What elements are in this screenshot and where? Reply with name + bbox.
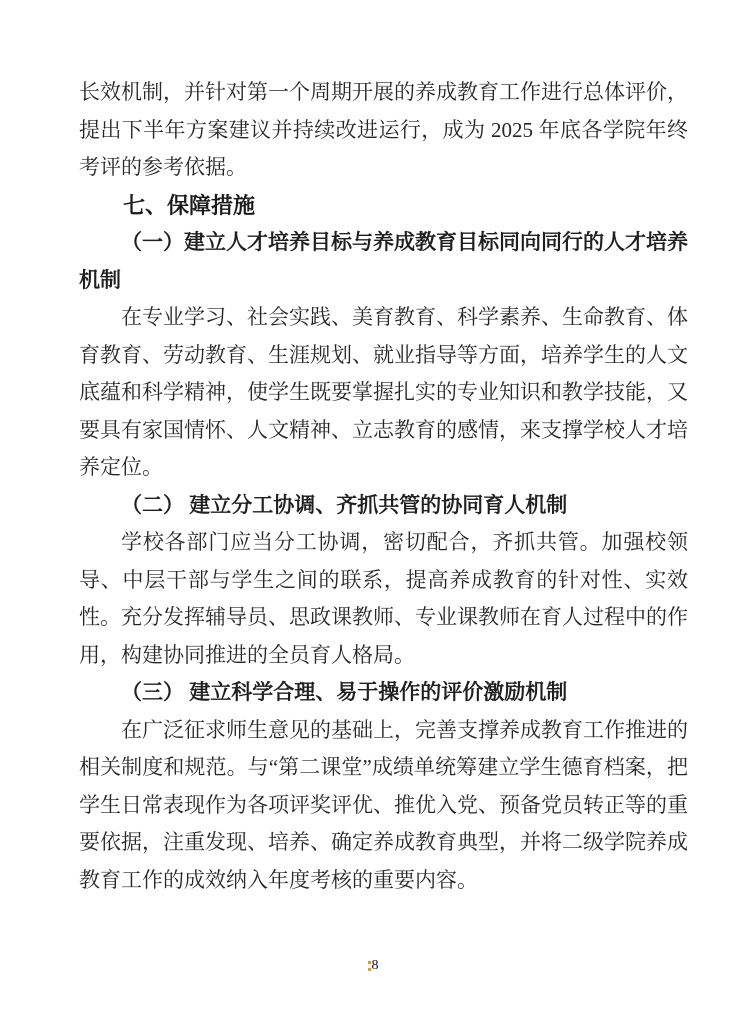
page-number: 8 xyxy=(371,958,379,973)
document-body xyxy=(79,74,688,899)
page-footer xyxy=(0,958,746,974)
subsection-heading-3: （三） 建立科学合理、易于操作的评价激励机制 xyxy=(121,680,568,704)
body-paragraph-2: 学校各部门应当分工协调，密切配合，齐抓共管。加强校领导、中层干部与学生之间的联系，提高养成教育的针对性、实效性。充分发挥辅导员、思政课教师、专业课教师在育人过程中的作用，构建协同推进的全员育人格局。 xyxy=(79,530,688,667)
body-paragraph-1: 在专业学习、社会实践、美育教育、科学素养、生命教育、体育教育、劳动教育、生涯规划、就业指导等方面，培养学生的人文底蕴和科学精神，使学生既要掌握扎实的专业知识和教学技能，又要具有家国情怀、人文精神、立志教育的感情，来支撑学校人才培养定位。 xyxy=(79,305,688,479)
body-paragraph-3: 在广泛征求师生意见的基础上，完善支撑养成教育工作推进的相关制度和规范。与“第二课堂”成绩单统筹建立学生德育档案，把学生日常表现作为各项评奖评优、推优入党、预备党员转正等的重要依据，注重发现、培养、确定养成教育典型，并将二级学院养成教育工作的成效纳入年度考核的重要内容。 xyxy=(79,717,688,892)
subsection-heading-2: （二） 建立分工协调、齐抓共管的协同育人机制 xyxy=(121,492,568,517)
page-number-marker-icon xyxy=(368,961,371,971)
paragraph-continuation: 长效机制，并针对第一个周期开展的养成教育工作进行总体评价，提出下半年方案建议并持续改进运行，成为 2025 年底各学院年终考评的参考依据。 xyxy=(79,80,688,179)
subsection-heading-1: （一）建立人才培养目标与养成教育目标同向同行的人才培养机制 xyxy=(79,230,688,292)
section-heading-7: 七、保障措施 xyxy=(123,192,256,218)
